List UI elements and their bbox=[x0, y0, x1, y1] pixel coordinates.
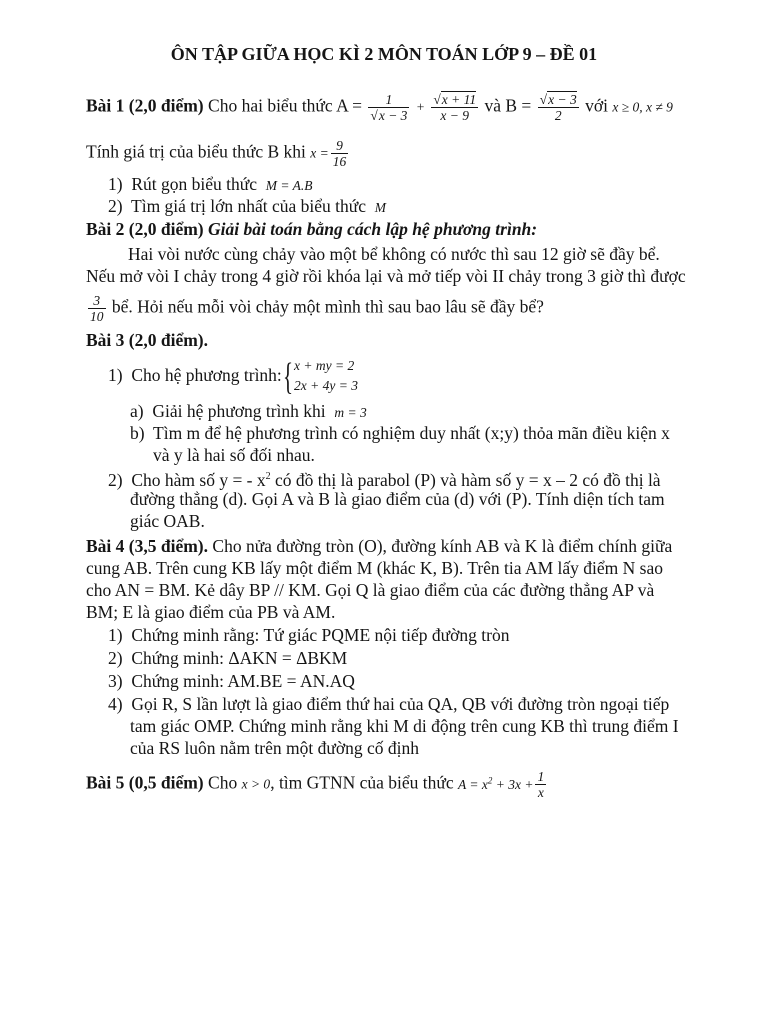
bai2-subtitle: Giải bài toán bằng cách lập hệ phương trình: bbox=[208, 219, 538, 239]
bai2-line1: Hai vòi nước cùng chảy vào một bể không có nước thì sau 12 giờ sẽ đầy bể. bbox=[128, 244, 660, 264]
expr-A-frac1: $\frac{1}{√x - 3}$ bbox=[370, 92, 408, 123]
expr-B-frac: $\frac{√x - 3}{2}$ bbox=[539, 92, 577, 123]
bai3-q2-line2: đường thẳng (d). Gọi A và B là giao điểm của (d) với (P). Tính diện tích tam bbox=[130, 489, 665, 509]
bai2-fraction: $\frac{3}{10}$ bbox=[90, 293, 104, 324]
bai5-fraction: $\frac{1}{x}$ bbox=[537, 769, 545, 800]
bai1-task0: Tính giá trị của biểu thức B khi x = $\frac{9}{16}$ bbox=[86, 138, 347, 169]
system-eq1: x + my = 2 bbox=[294, 358, 355, 373]
bai1-and: và bbox=[484, 95, 501, 116]
bai4-heading: Bài 4 (3,5 điểm). bbox=[86, 536, 209, 556]
system-eq2: 2x + 4y = 3 bbox=[294, 378, 358, 393]
bai4-q1: 1) Chứng minh rằng: Tứ giác PQME nội tiếp đường tròn bbox=[108, 625, 510, 645]
bai4-q2: 2) Chứng minh: ΔAKN = ΔBKM bbox=[108, 648, 348, 668]
bai1-with: với bbox=[585, 95, 608, 116]
bai1-line bbox=[86, 92, 673, 123]
bai1-q2: 2) Tìm giá trị lớn nhất của biểu thức M bbox=[108, 196, 387, 216]
bai3-q2-line3: giác OAB. bbox=[130, 511, 205, 531]
bai1-heading: Bài 1 (2,0 điểm) bbox=[86, 95, 204, 116]
x-value-frac: $\frac{9}{16}$ bbox=[332, 138, 347, 169]
bai1-condition: x ≥ 0, x ≠ 9 bbox=[612, 99, 673, 115]
bai5-heading: Bài 5 (0,5 điểm) bbox=[86, 772, 204, 793]
bai4-line1: Bài 4 (3,5 điểm). Cho nửa đường tròn (O), đường kính AB và K là điểm chính giữa bbox=[86, 536, 673, 556]
bai3-b: b) Tìm m để hệ phương trình có nghiệm duy nhất (x;y) thỏa mãn điều kiện x bbox=[130, 423, 670, 443]
bai2-heading: Bài 2 (2,0 điểm) bbox=[86, 219, 204, 239]
bai3-q2: 2) Cho hàm số y = - $x^2$ có đồ thị là parabol (P) và hàm số y = x – 2 có đồ thị là bbox=[108, 469, 661, 490]
bai4-q4-line3: của RS luôn nằm trên một đường cố định bbox=[130, 738, 419, 758]
bai3-heading: Bài 3 (2,0 điểm). bbox=[86, 330, 209, 350]
bai3-a: a) Giải hệ phương trình khi m = 3 bbox=[130, 401, 367, 421]
bai3-q1: 1) Cho hệ phương trình: bbox=[108, 365, 282, 385]
bai5-expression: $A = x^2 + 3x$ + bbox=[458, 775, 534, 792]
bai2-line3: $\frac{3}{10}$ bể. Hỏi nếu mỗi vòi chảy một mình thì sau bao lâu sẽ đầy bể? bbox=[90, 293, 544, 324]
expr-A-plus: + bbox=[415, 99, 425, 115]
bai1-intro: Cho hai biểu thức bbox=[208, 95, 333, 116]
expr-B-label: B = bbox=[505, 95, 532, 116]
bai4-q3: 3) Chứng minh: AM.BE = AN.AQ bbox=[108, 671, 355, 691]
bai2-line2: Nếu mở vòi I chảy trong 4 giờ rồi khóa lại và mở tiếp vòi II chảy trong 3 giờ thì được bbox=[86, 266, 686, 286]
expr-A-frac2: $\frac{√x + 11}{x - 9}$ bbox=[433, 92, 477, 123]
bai3-b-line2: và y là hai số đối nhau. bbox=[153, 445, 315, 465]
bai4-q4-line2: tam giác OMP. Chứng minh rằng khi M di động trên cung KB thì trung điểm I bbox=[130, 716, 679, 736]
bai2-heading-line bbox=[86, 218, 537, 240]
expr-A-label: A = bbox=[336, 95, 363, 116]
bai4-line3: cho AN = BM. Kẻ dây BP // KM. Gọi Q là giao điểm của các đường thẳng AP và bbox=[86, 580, 655, 600]
system-brace: { bbox=[283, 356, 294, 398]
bai4-q4: 4) Gọi R, S lần lượt là giao điểm thứ hai của QA, QB với đường tròn ngoại tiếp bbox=[108, 694, 670, 714]
page-title: ÔN TẬP GIỮA HỌC KÌ 2 MÔN TOÁN LỚP 9 – ĐỀ 01 bbox=[170, 44, 598, 64]
bai1-q1: 1) Rút gọn biểu thức M = A.B bbox=[108, 174, 313, 194]
bai4-line2: cung AB. Trên cung KB lấy một điểm M (khác K, B). Trên tia AM lấy điểm N sao bbox=[86, 558, 663, 578]
bai4-line4: BM; E là giao điểm của PB và AM. bbox=[86, 602, 336, 622]
bai5-line: Bài 5 (0,5 điểm) Cho x > 0, tìm GTNN của biểu thức $A = x^2 + 3x$ + $\frac{1}{x}$ bbox=[86, 769, 545, 800]
